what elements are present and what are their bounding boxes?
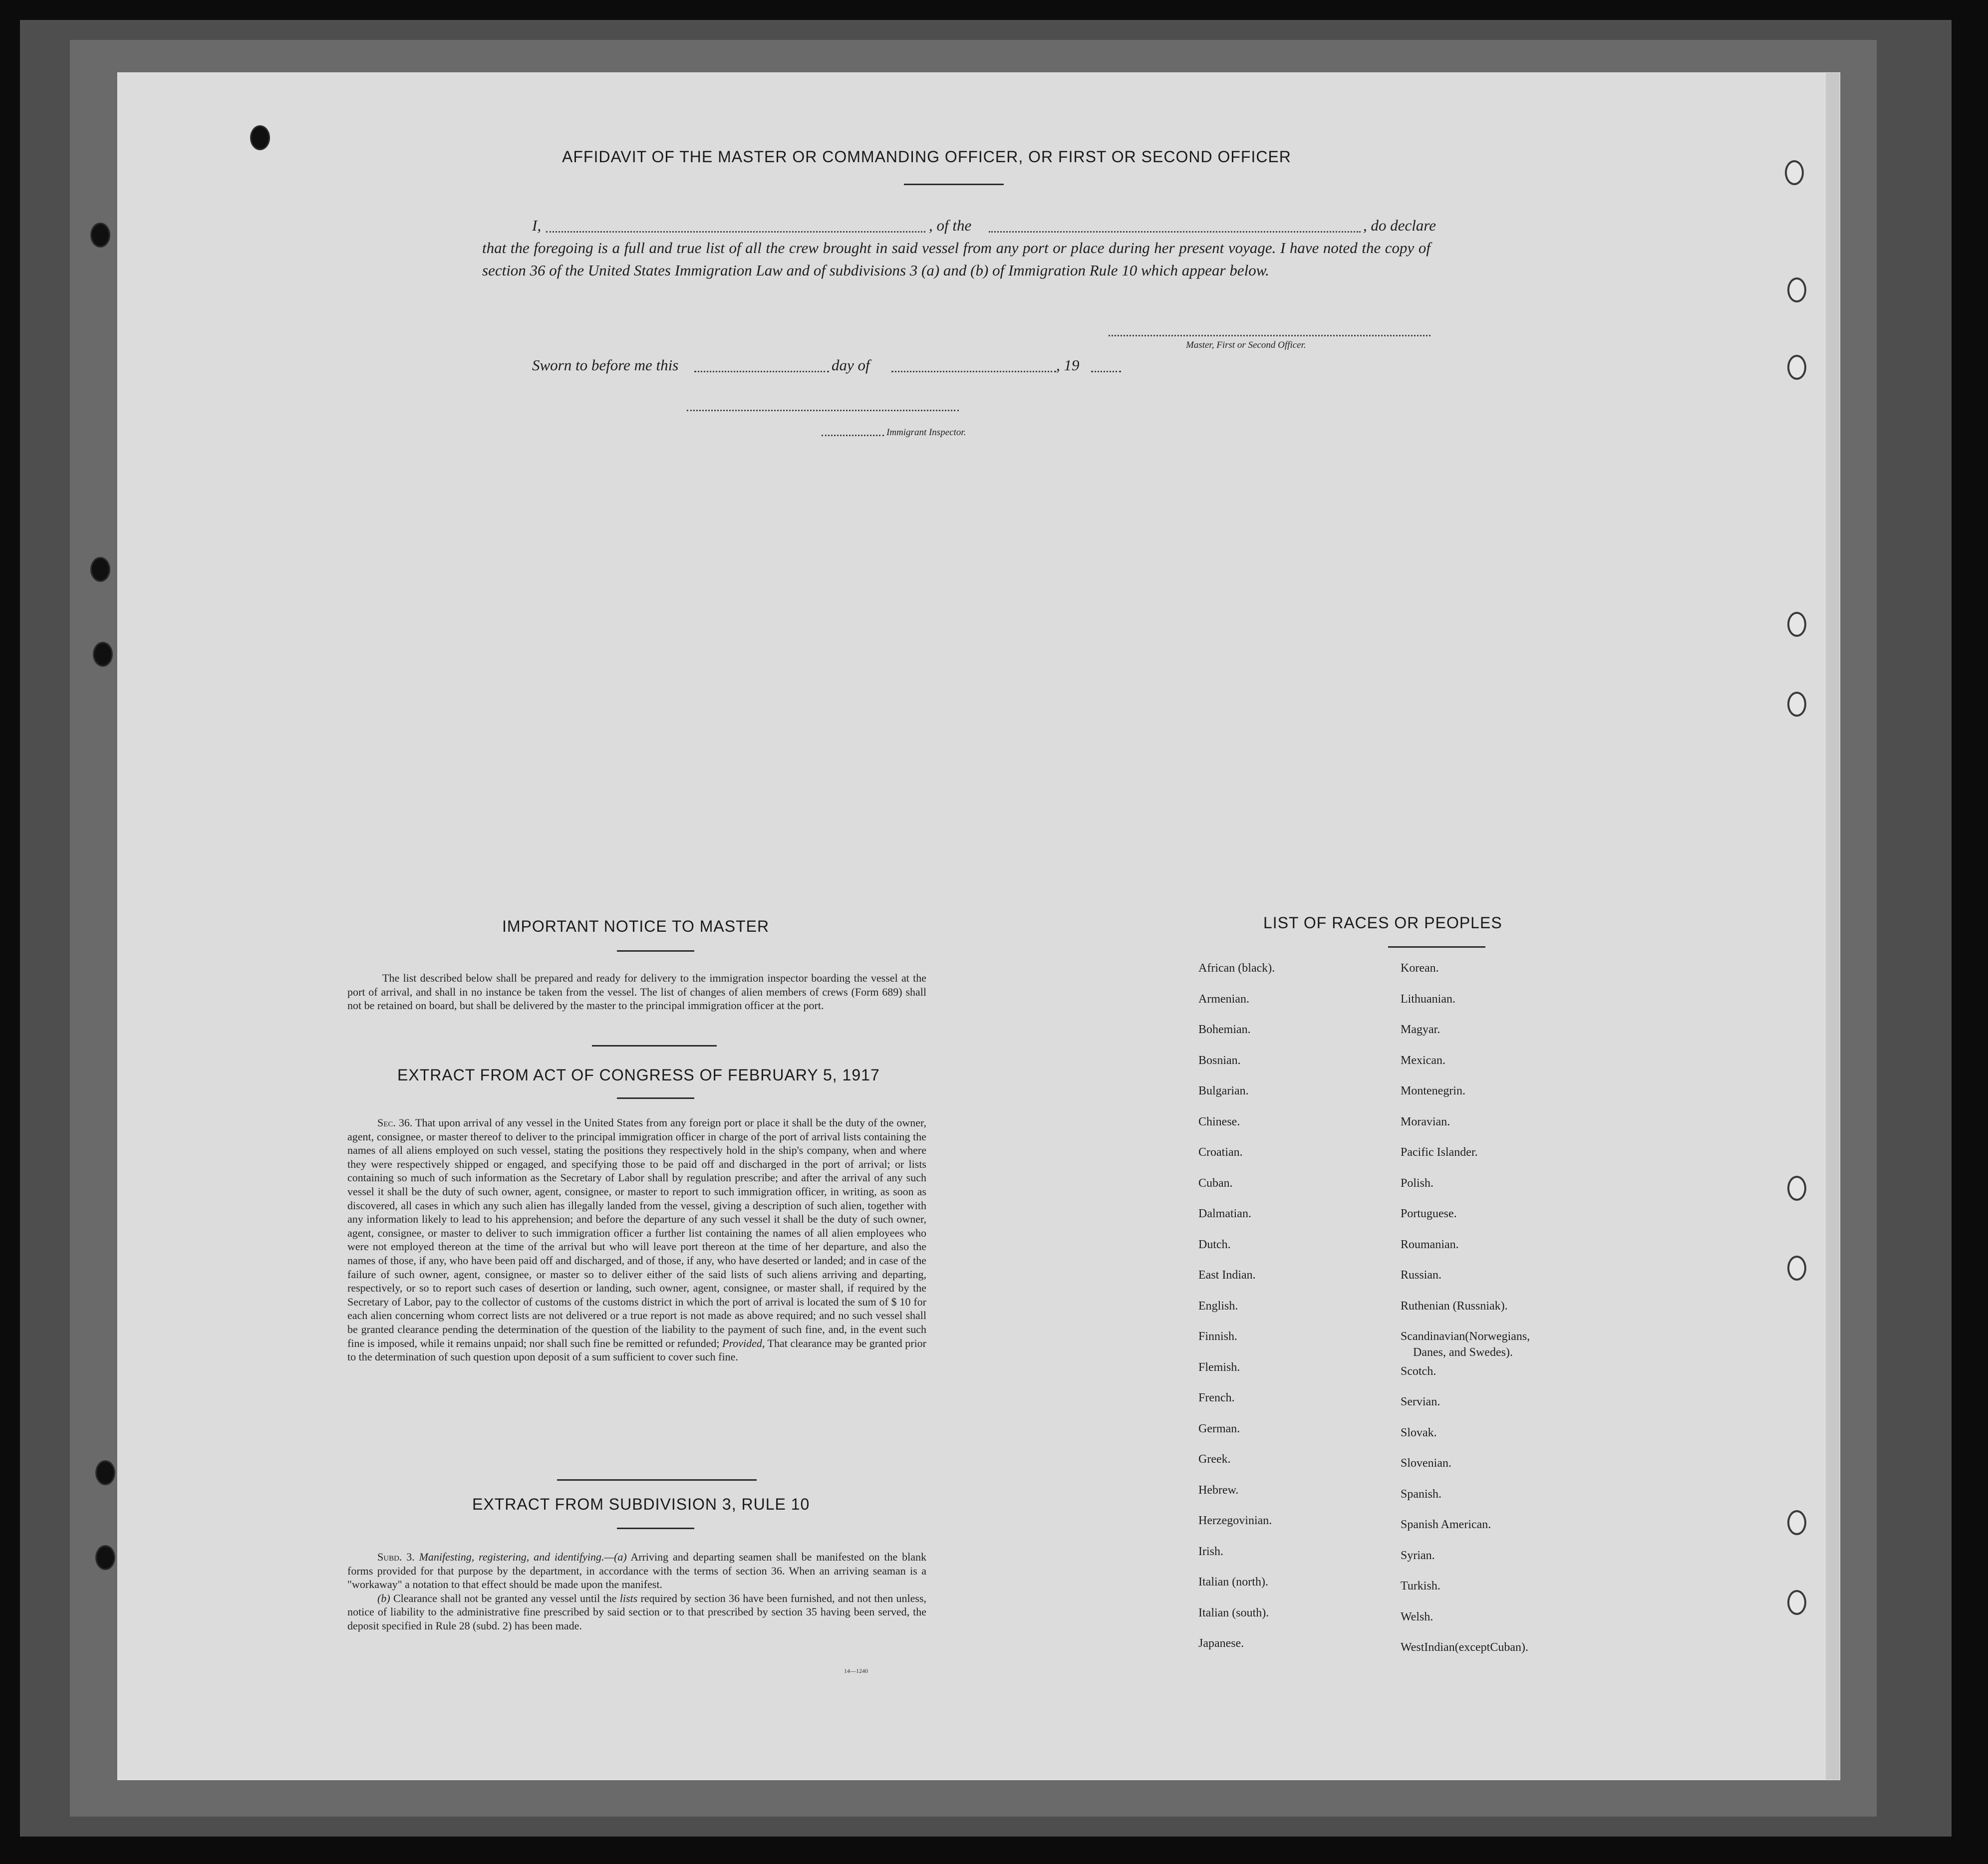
race-item: East Indian.	[1198, 1269, 1256, 1282]
punch-hole	[1787, 277, 1806, 302]
notice-body: The list described below shall be prepared and ready for delivery to the immigration inspector boarding the vessel at the port of arrival, and shall in no instance be taken from the vessel. The list of changes of alien members of crews (Form 689) shall not be retained on board, but shall be delivered by the master to the principal immigration officer at the port.	[347, 972, 926, 1012]
act-end-rule	[557, 1479, 757, 1481]
race-item: Bosnian.	[1198, 1054, 1241, 1067]
punch-hole	[1787, 1510, 1806, 1535]
race-item: WestIndian(exceptCuban).	[1401, 1641, 1528, 1654]
form-number: 14—1240	[844, 1667, 868, 1674]
race-item: Finnish.	[1198, 1330, 1238, 1343]
document-page	[117, 72, 1840, 1780]
race-item: Herzegovinian.	[1198, 1514, 1272, 1527]
race-item: Slovak.	[1401, 1426, 1437, 1439]
punch-hole	[1787, 355, 1806, 380]
race-item: Slovenian.	[1401, 1457, 1451, 1470]
affidavit-line1: I, , of the , do declare	[532, 217, 1436, 234]
race-item: Italian (south).	[1198, 1606, 1269, 1619]
punch-hole	[95, 1545, 115, 1570]
punch-hole	[93, 642, 113, 667]
day-blank	[694, 371, 829, 372]
race-item: Ruthenian (Russniak).	[1401, 1299, 1508, 1313]
name-blank	[546, 231, 925, 233]
race-item: Italian (north).	[1198, 1576, 1268, 1589]
punch-hole	[1787, 1256, 1806, 1281]
race-item: Armenian.	[1198, 992, 1249, 1006]
race-item: Turkish.	[1401, 1580, 1440, 1593]
notice-end-rule	[592, 1045, 717, 1047]
punch-hole	[1785, 160, 1804, 185]
race-item: Croatian.	[1198, 1146, 1243, 1159]
page-edge	[1826, 73, 1840, 1780]
race-item: Lithuanian.	[1401, 992, 1455, 1006]
inspector-signature-line	[687, 410, 959, 411]
race-item: English.	[1198, 1299, 1238, 1313]
race-item: Chinese.	[1198, 1115, 1240, 1128]
inspector-lead-dots	[822, 435, 884, 436]
race-item: Danes, and Swedes).	[1413, 1346, 1513, 1359]
race-item: Pacific Islander.	[1401, 1146, 1478, 1159]
title-rule	[904, 184, 1004, 185]
affidavit-body: that the foregoing is a full and true list of all the crew brought in said vessel from any port or place during her present voyage. I have noted the copy of section 36 of the United States Immigration Law and of subdivisions 3 (a) and (b) of Immigration Rule 10 which appear below.	[482, 239, 1430, 279]
race-item: Irish.	[1198, 1545, 1223, 1558]
punch-hole	[1787, 1590, 1806, 1615]
race-item: Bulgarian.	[1198, 1084, 1249, 1097]
punch-hole	[1787, 692, 1806, 717]
punch-hole	[90, 557, 110, 582]
race-item: Korean.	[1401, 962, 1439, 975]
race-item: Spanish American.	[1401, 1518, 1491, 1531]
race-item: Greek.	[1198, 1453, 1231, 1466]
punch-hole	[1787, 612, 1806, 637]
notice-title: IMPORTANT NOTICE TO MASTER	[502, 917, 770, 935]
race-item: Russian.	[1401, 1269, 1442, 1282]
rule-body	[347, 1550, 926, 1633]
race-item: Flemish.	[1198, 1360, 1240, 1374]
race-item: Mexican.	[1401, 1054, 1445, 1067]
races-rule	[1388, 946, 1485, 948]
race-item: Portuguese.	[1401, 1207, 1457, 1220]
race-item: Scotch.	[1401, 1364, 1436, 1378]
race-item: Dalmatian.	[1198, 1207, 1251, 1220]
year-blank	[1091, 371, 1121, 372]
race-item: Hebrew.	[1198, 1483, 1239, 1497]
rule-para-b: (b) Clearance shall not be granted any vessel until the lists required by section 36 have been furnished, and not then unless, notice of liability to the administrative fine prescribed by said section or to that prescribed by section 35 having been served, the deposit specified in Rule 28 (subd. 2) has been made.	[347, 1592, 927, 1632]
race-item: Spanish.	[1401, 1487, 1442, 1501]
rule-para-a: Subd. 3. Manifesting, registering, and identifying.—(a) Arriving and departing seamen shall be manifested on the blank forms provided for that purpose by the department, in accordance with the terms of section 36. When an arriving seaman is a "workaway" a notation to that effect should be made upon the manifest.	[347, 1551, 927, 1591]
race-item: Montenegrin.	[1401, 1084, 1465, 1097]
affidavit-title: AFFIDAVIT OF THE MASTER OR COMMANDING OFFICER, OR FIRST OR SECOND OFFICER	[562, 148, 1291, 166]
rule-title: EXTRACT FROM SUBDIVISION 3, RULE 10	[472, 1495, 810, 1513]
notice-rule	[617, 950, 694, 952]
race-item: Bohemian.	[1198, 1023, 1251, 1036]
rule-rule	[617, 1528, 694, 1529]
master-caption: Master, First or Second Officer.	[1186, 340, 1306, 350]
act-rule	[617, 1097, 694, 1099]
vessel-blank	[989, 231, 1361, 233]
race-item: Magyar.	[1401, 1023, 1440, 1036]
inspector-caption: Immigrant Inspector.	[886, 427, 966, 438]
punch-hole	[1787, 1176, 1806, 1201]
race-item: Japanese.	[1198, 1637, 1244, 1650]
race-item: Moravian.	[1401, 1115, 1450, 1128]
race-item: Scandinavian(Norwegians,	[1401, 1330, 1530, 1343]
punch-hole	[90, 223, 110, 248]
race-item: Syrian.	[1401, 1549, 1435, 1562]
race-item: Servian.	[1401, 1395, 1440, 1408]
race-item: Polish.	[1401, 1176, 1434, 1190]
punch-hole	[250, 125, 270, 150]
act-title: EXTRACT FROM ACT OF CONGRESS OF FEBRUARY 5, 1917	[397, 1066, 880, 1084]
races-title: LIST OF RACES OR PEOPLES	[1263, 914, 1502, 932]
race-item: Cuban.	[1198, 1176, 1233, 1190]
act-body: Sec. 36. That upon arrival of any vessel in the United States from any foreign port or place it shall be the duty of the owner, agent, consignee, or master thereof to deliver to the principal immigration officer in charge of the port of arrival lists containing the names of all aliens employed on such vessel, stating the positions they respectively hold in the ship's company, when and where they were respectively shipped or engaged, and specifying those to be paid off and discharged in the port of arrival; or lists containing so much of such information as the Secretary of Labor shall by regulation prescribe; and after the arrival of any such vessel it shall be the duty of such owner, agent, consignee, or master to report to such immigration officer, in writing, as soon as discovered, all cases in which any such alien has illegally landed from the vessel, giving a description of such alien, together with any information likely to lead to his apprehension; and before the departure of any such vessel it shall be the duty of such owner, agent, consignee, or master to deliver to such immigration officer a further list containing the names of all alien employees who were not employed thereon at the time of the arrival but who will leave port thereon at the time of her departure, and also the names of those, if any, who have been paid off and discharged, and of those, if any, who have deserted or landed; and in case of the failure of such owner, agent, consignee, or master so to deliver either of the said lists of such aliens arriving and departing, respectively, or so to report such cases of desertion or landing, such owner, agent, consignee, or master shall, if required by the Secretary of Labor, pay to the collector of customs of the customs district in which the port of arrival is located the sum of $ 10 for each alien concerning whom correct lists are not delivered or a true report is not made as above required; and no such vessel shall be granted clearance pending the determination of the question of the liability to the payment of such fine, and, in the event such fine is imposed, while it remains unpaid; nor shall such fine be remitted or refunded; Provided, That clearance may be granted prior to the determination of such question upon deposit of a sum sufficient to cover such fine.	[347, 1116, 927, 1363]
month-blank	[891, 371, 1056, 372]
race-item: Welsh.	[1401, 1610, 1433, 1623]
race-item: German.	[1198, 1422, 1240, 1435]
punch-hole	[95, 1460, 115, 1485]
race-item: Roumanian.	[1401, 1238, 1459, 1251]
master-signature-line	[1109, 335, 1430, 336]
race-item: African (black).	[1198, 962, 1275, 975]
race-item: French.	[1198, 1391, 1235, 1404]
sworn-line: Sworn to before me this day of , 19	[532, 354, 1181, 379]
race-item: Dutch.	[1198, 1238, 1231, 1251]
